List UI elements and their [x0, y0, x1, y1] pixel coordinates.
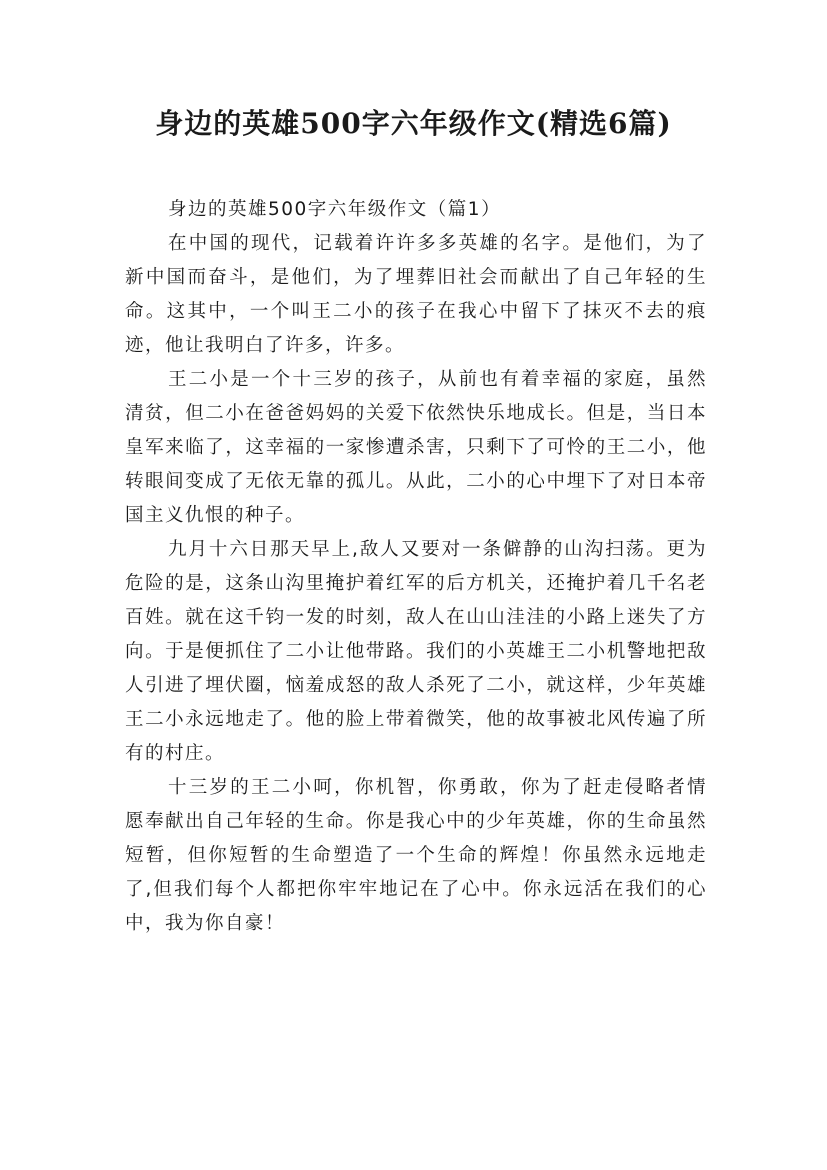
paragraph-1: 在中国的现代，记载着许许多多英雄的名字。是他们，为了新中国而奋斗，是他们，为了埋葬旧社会而献出了自己年轻的生命。这其中，一个叫王二小的孩子在我心中留下了抹灭不去的痕迹，他让我明白了许多，许多。 [125, 233, 707, 356]
paragraph-2: 王二小是一个十三岁的孩子，从前也有着幸福的家庭，虽然清贫，但二小在爸爸妈妈的关爱下依然快乐地成长。但是，当日本皇军来临了，这幸福的一家惨遭杀害，只剩下了可怜的王二小，他转眼间变成了无依无靠的孤儿。从此，二小的心中埋下了对日本帝国主义仇恨的种子。 [125, 369, 707, 526]
document-title: 身边的英雄500字六年级作文(精选6篇) [155, 107, 672, 140]
document-body [125, 193, 707, 941]
paragraph-3: 九月十六日那天早上,敌人又要对一条僻静的山沟扫荡。更为危险的是，这条山沟里掩护着红军的后方机关，还掩护着几千名老百姓。就在这千钧一发的时刻，敌人在山山洼洼的小路上迷失了方向。于是便抓住了二小让他带路。我们的小英雄王二小机警地把敌人引进了埋伏圈，恼羞成怒的敌人杀死了二小，就这样，少年英雄王二小永远地走了。他的脸上带着微笑，他的故事被北风传遍了所有的村庄。 [125, 539, 707, 764]
paragraph-4: 十三岁的王二小呵，你机智，你勇敢，你为了赶走侵略者情愿奉献出自己年轻的生命。你是我心中的少年英雄，你的生命虽然短暂，但你短暂的生命塑造了一个生命的辉煌！你虽然永远地走了,但我们每个人都把你牢牢地记在了心中。你永远活在我们的心中，我为你自豪！ [125, 777, 707, 934]
section-heading: 身边的英雄500字六年级作文（篇1） [168, 199, 502, 220]
